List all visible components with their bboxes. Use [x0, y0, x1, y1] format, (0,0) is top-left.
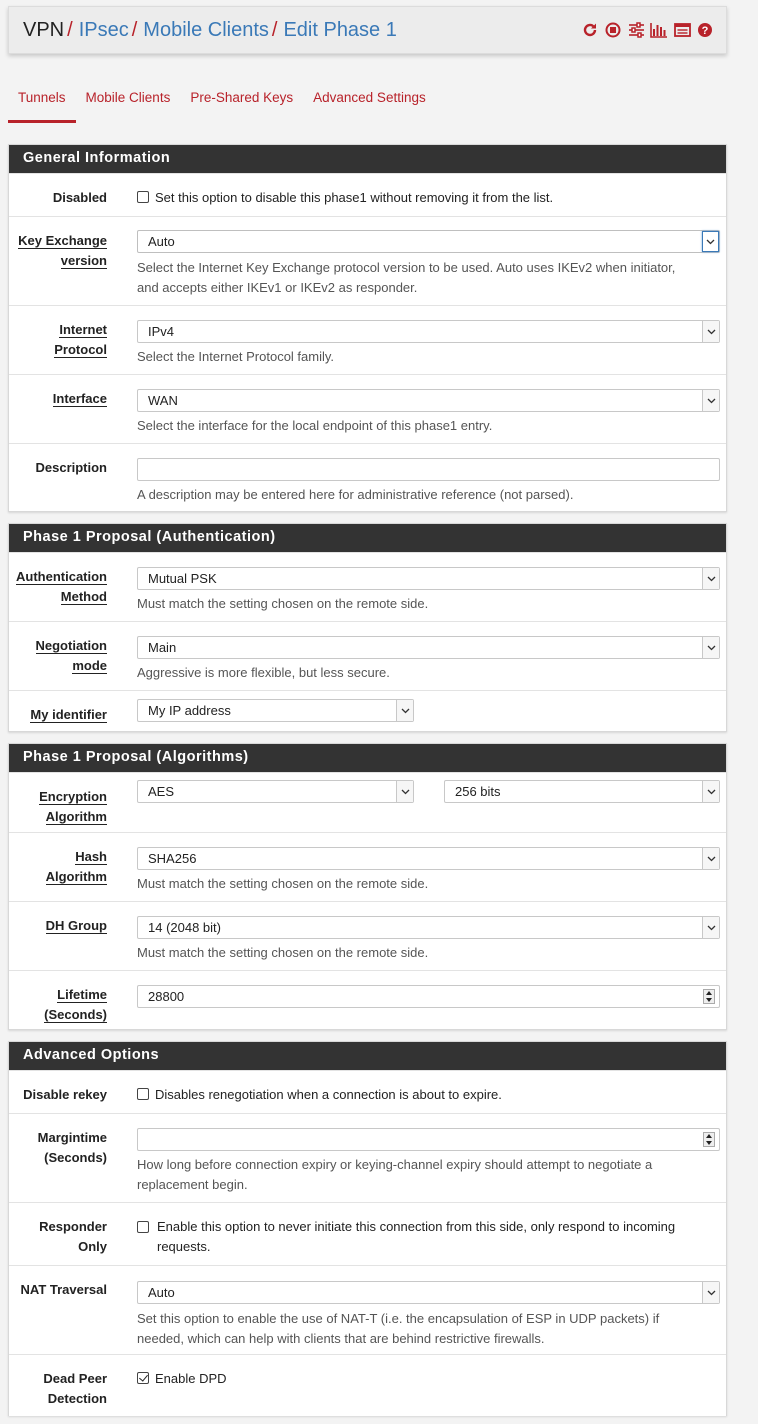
help-icon[interactable] [696, 21, 714, 39]
internet-protocol-row [9, 305, 726, 374]
auth-method-row [9, 552, 726, 621]
tab-advanced-settings[interactable]: Advanced Settings [313, 90, 426, 105]
nat-traversal-select[interactable]: Auto [137, 1281, 720, 1304]
disable-rekey-row [9, 1070, 726, 1113]
hash-row [9, 832, 726, 901]
disabled-row [9, 173, 726, 216]
panel-title: Advanced Options [9, 1042, 726, 1070]
chevron-down-icon [702, 848, 719, 869]
margintime-row [9, 1113, 726, 1202]
advanced-options-panel [8, 1041, 727, 1416]
breadcrumb-ipsec-link[interactable]: IPsec [78, 18, 129, 41]
interface-select[interactable]: WAN [137, 389, 720, 412]
chevron-down-icon [702, 917, 719, 938]
key-exchange-help: Select the Internet Key Exchange protocol version to be used. Auto uses IKEv2 when initiator, and accepts either IKEv1 or IKEv2 as responder. [137, 260, 676, 295]
lifetime-row [9, 970, 726, 1030]
my-identifier-row [9, 690, 726, 731]
panel-title: Phase 1 Proposal (Authentication) [9, 524, 726, 552]
nat-traversal-help: Set this option to enable the use of NAT-T (i.e. the encapsulation of ESP in UDP packets) if needed, which can help with clients that are behind restrictive firewalls. [137, 1311, 660, 1346]
breadcrumb [8, 6, 727, 54]
responder-only-checkbox[interactable] [137, 1221, 149, 1233]
negotiation-mode-row [9, 621, 726, 690]
encryption-label: Encryption Algorithm [39, 789, 107, 824]
responder-only-row [9, 1202, 726, 1265]
encryption-algorithm-select[interactable]: AES [137, 780, 414, 803]
key-exchange-select[interactable]: Auto [137, 230, 720, 253]
tab-pre-shared-keys[interactable]: Pre-Shared Keys [190, 90, 294, 105]
internet-protocol-select[interactable]: IPv4 [137, 320, 720, 343]
dh-group-help: Must match the setting chosen on the remote side. [137, 945, 429, 960]
margintime-label: Margintime (Seconds) [37, 1130, 107, 1165]
enable-dpd-text: Enable DPD [155, 1371, 227, 1386]
header-icon-bar [581, 21, 714, 39]
breadcrumb-mobile-clients-link[interactable]: Mobile Clients [143, 18, 269, 41]
negotiation-mode-label: Negotiation mode [35, 638, 107, 673]
disabled-checkbox[interactable] [137, 191, 149, 203]
chevron-down-icon [702, 321, 719, 342]
tab-bar [8, 88, 436, 123]
encryption-row [9, 772, 726, 832]
disabled-checkbox-text: Set this option to disable this phase1 without removing it from the list. [155, 190, 554, 205]
key-length-select[interactable]: 256 bits [444, 780, 720, 803]
chevron-down-icon [396, 700, 413, 721]
my-identifier-label: My identifier [30, 707, 107, 722]
number-spinner[interactable] [703, 1132, 715, 1147]
description-help: A description may be entered here for administrative reference (not parsed). [137, 487, 574, 502]
internet-protocol-label: Internet Protocol [54, 322, 107, 357]
nat-traversal-label: NAT Traversal [20, 1282, 107, 1297]
margintime-help: How long before connection expiry or keying-channel expiry should attempt to negotiate a replacement begin. [137, 1157, 653, 1192]
chevron-down-icon [702, 1282, 719, 1303]
tab-tunnels[interactable]: Tunnels [8, 88, 76, 123]
dh-group-row [9, 901, 726, 970]
hash-algorithm-select[interactable]: SHA256 [137, 847, 720, 870]
panel-title: Phase 1 Proposal (Algorithms) [9, 744, 726, 772]
algorithms-panel [8, 743, 727, 1030]
negotiation-mode-select[interactable]: Main [137, 636, 720, 659]
general-information-panel [8, 144, 727, 512]
chevron-down-icon [702, 637, 719, 658]
interface-label: Interface [52, 391, 107, 406]
chevron-down-icon [702, 781, 719, 802]
internet-protocol-help: Select the Internet Protocol family. [137, 349, 335, 364]
hash-help: Must match the setting chosen on the remote side. [137, 876, 429, 891]
breadcrumb-edit-phase1-link[interactable]: Edit Phase 1 [283, 18, 397, 41]
description-label: Description [35, 460, 107, 475]
description-row [9, 443, 726, 512]
auth-method-label: Authentication Method [16, 569, 107, 604]
my-identifier-select[interactable]: My IP address [137, 699, 414, 722]
lifetime-input[interactable]: 28800 [137, 985, 720, 1008]
chevron-down-icon [702, 390, 719, 411]
key-exchange-row [9, 216, 726, 305]
breadcrumb-separator: / [67, 18, 73, 41]
log-icon[interactable] [673, 21, 691, 39]
interface-help: Select the interface for the local endpoint of this phase1 entry. [137, 418, 493, 433]
nat-traversal-row [9, 1265, 726, 1354]
breadcrumb-separator: / [271, 18, 278, 41]
dh-group-select[interactable]: 14 (2048 bit) [137, 916, 720, 939]
panel-title: General Information [9, 145, 726, 173]
disable-rekey-label: Disable rekey [23, 1087, 107, 1102]
sliders-icon[interactable] [627, 21, 645, 39]
chevron-down-icon [702, 568, 719, 589]
authentication-panel [8, 523, 727, 732]
reload-icon[interactable] [581, 21, 599, 39]
disabled-checkbox-line [137, 188, 720, 208]
svg-text:?: ? [701, 25, 709, 37]
negotiation-mode-help: Aggressive is more flexible, but less secure. [137, 665, 390, 680]
lifetime-label: Lifetime (Seconds) [44, 987, 107, 1022]
enable-dpd-checkbox[interactable] [137, 1372, 149, 1384]
interface-row [9, 374, 726, 443]
disable-rekey-text: Disables renegotiation when a connection is about to expire. [155, 1087, 502, 1102]
key-exchange-label: Key Exchange version [18, 233, 107, 268]
disabled-label: Disabled [52, 190, 107, 205]
dead-peer-detection-label: Dead Peer Detection [43, 1371, 107, 1406]
auth-method-select[interactable]: Mutual PSK [137, 567, 720, 590]
tab-mobile-clients[interactable]: Mobile Clients [85, 90, 171, 105]
auth-method-help: Must match the setting chosen on the remote side. [137, 596, 429, 611]
number-spinner[interactable] [703, 989, 715, 1004]
hash-label: Hash Algorithm [45, 849, 107, 884]
dead-peer-detection-row [9, 1354, 726, 1424]
margintime-input[interactable] [137, 1128, 720, 1151]
disable-rekey-checkbox[interactable] [137, 1088, 149, 1100]
stop-icon[interactable] [604, 21, 622, 39]
bar-chart-icon[interactable] [650, 21, 668, 39]
dh-group-label: DH Group [45, 918, 107, 933]
breadcrumb-vpn: VPN [23, 18, 65, 41]
breadcrumb-separator: / [131, 18, 138, 41]
chevron-down-icon [396, 781, 413, 802]
description-input[interactable] [137, 458, 720, 481]
responder-only-label: Responder Only [39, 1219, 107, 1254]
chevron-down-icon [702, 231, 719, 252]
responder-only-text: Enable this option to never initiate this connection from this side, only respond to incoming requests. [157, 1219, 676, 1254]
